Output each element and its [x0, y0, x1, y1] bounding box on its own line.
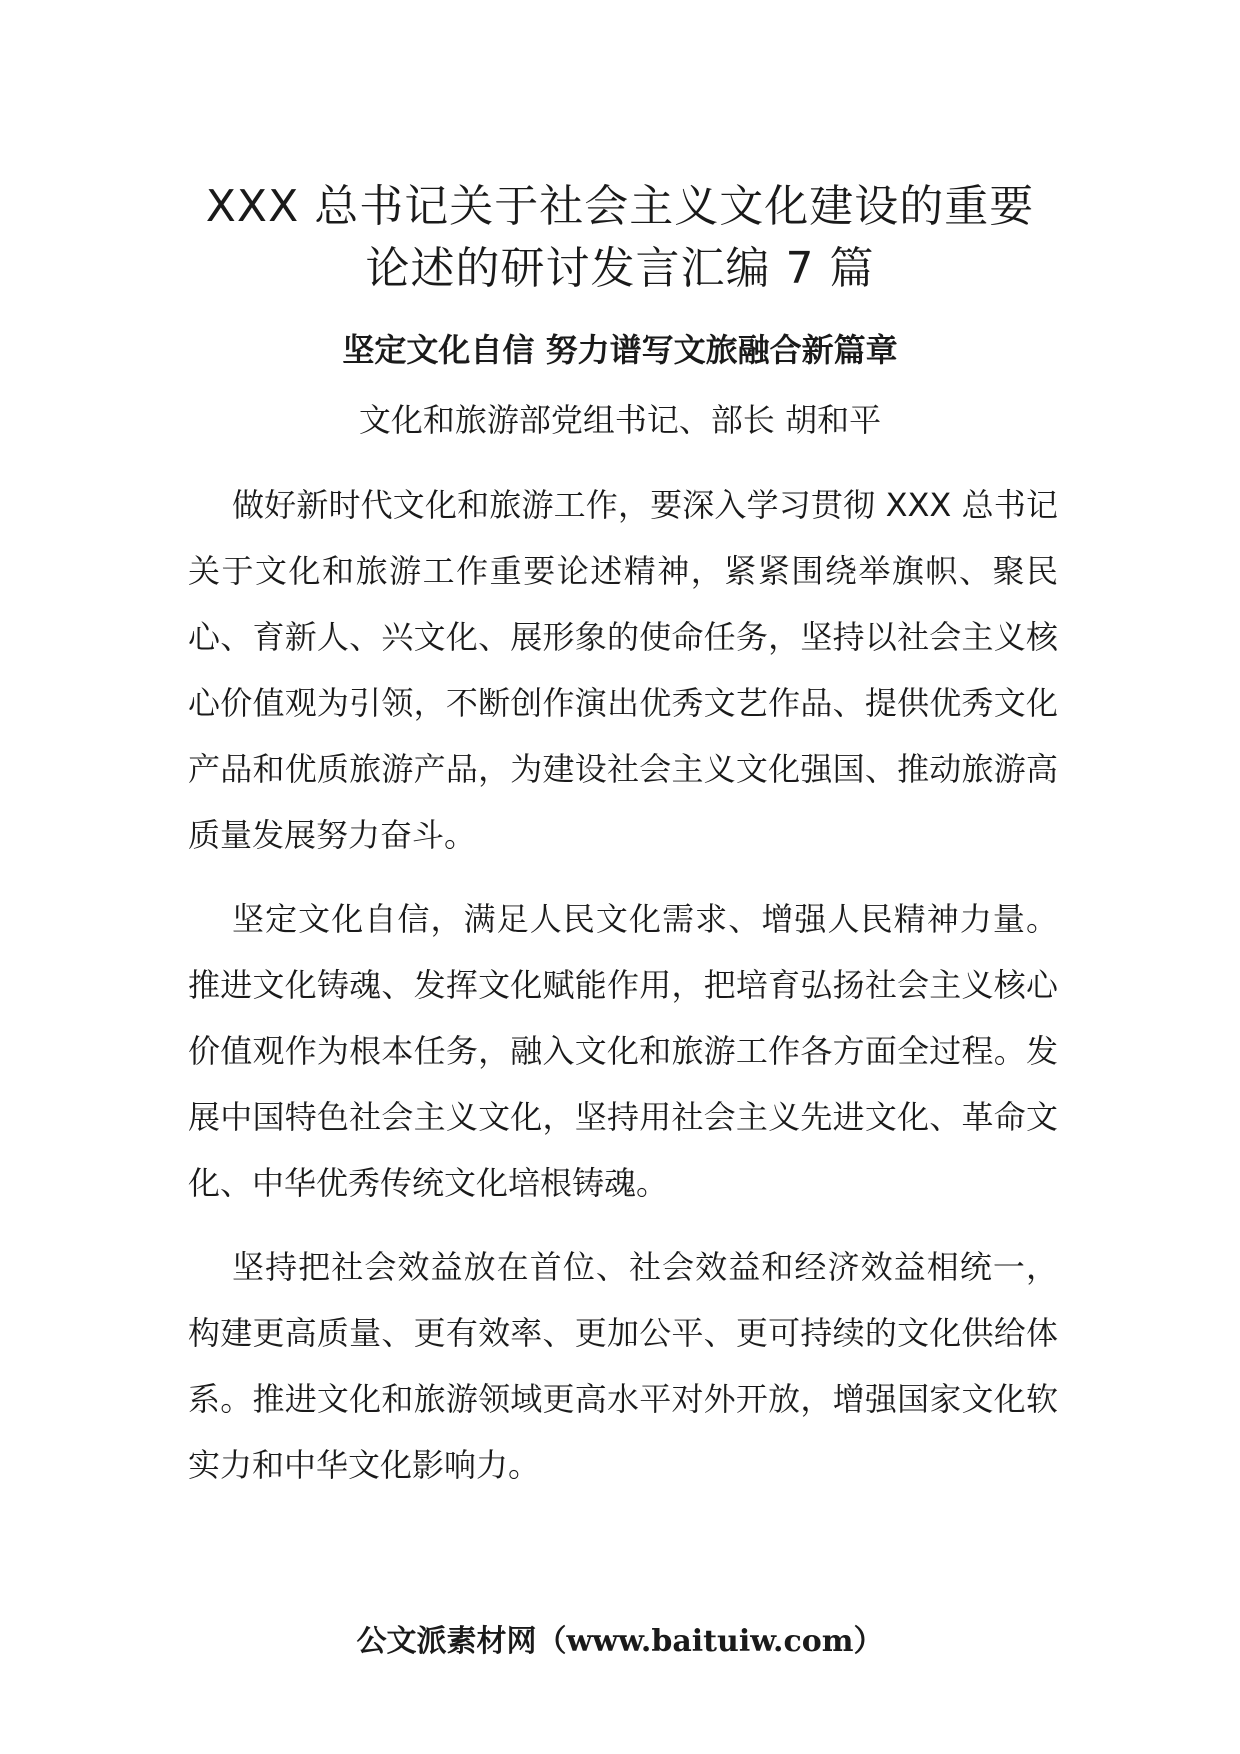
document-title — [150, 176, 1090, 300]
body-paragraph-3: 坚持把社会效益放在首位、社会效益和经济效益相统一，构建更高质量、更有效率、更加公平、更可持续的文化供给体系。推进文化和旅游领域更高水平对外开放，增强国家文化软实力和中华文化影响力。 — [188, 1248, 1058, 1484]
body-paragraph-2: 坚定文化自信，满足人民文化需求、增强人民精神力量。推进文化铸魂、发挥文化赋能作用，把培育弘扬社会主义核心价值观作为根本任务，融入文化和旅游工作各方面全过程。发展中国特色社会主义文化，坚持用社会主义先进文化、革命文化、中华优秀传统文化培根铸魂。 — [188, 900, 1058, 1202]
author-line: 文化和旅游部党组书记、部长 胡和平 — [358, 401, 882, 439]
document-title-line-1: XXX 总书记关于社会主义文化建设的重要 — [205, 181, 1035, 232]
page-footer: 公文派素材网（www.baituiw.com） — [356, 1624, 884, 1659]
body-text — [188, 472, 1058, 1516]
document-subtitle: 坚定文化自信 努力谱写文旅融合新篇章 — [342, 331, 898, 369]
document-title-line-2: 论述的研讨发言汇编 7 篇 — [365, 243, 875, 294]
body-paragraph-1: 做好新时代文化和旅游工作，要深入学习贯彻 XXX 总书记关于文化和旅游工作重要论述精神，紧紧围绕举旗帜、聚民心、育新人、兴文化、展形象的使命任务，坚持以社会主义核心价值观为引领，不断创作演出优秀文艺作品、提供优秀文化产品和优质旅游产品，为建设社会主义文化强国、推动旅游高质量发展努力奋斗。 — [188, 486, 1058, 854]
